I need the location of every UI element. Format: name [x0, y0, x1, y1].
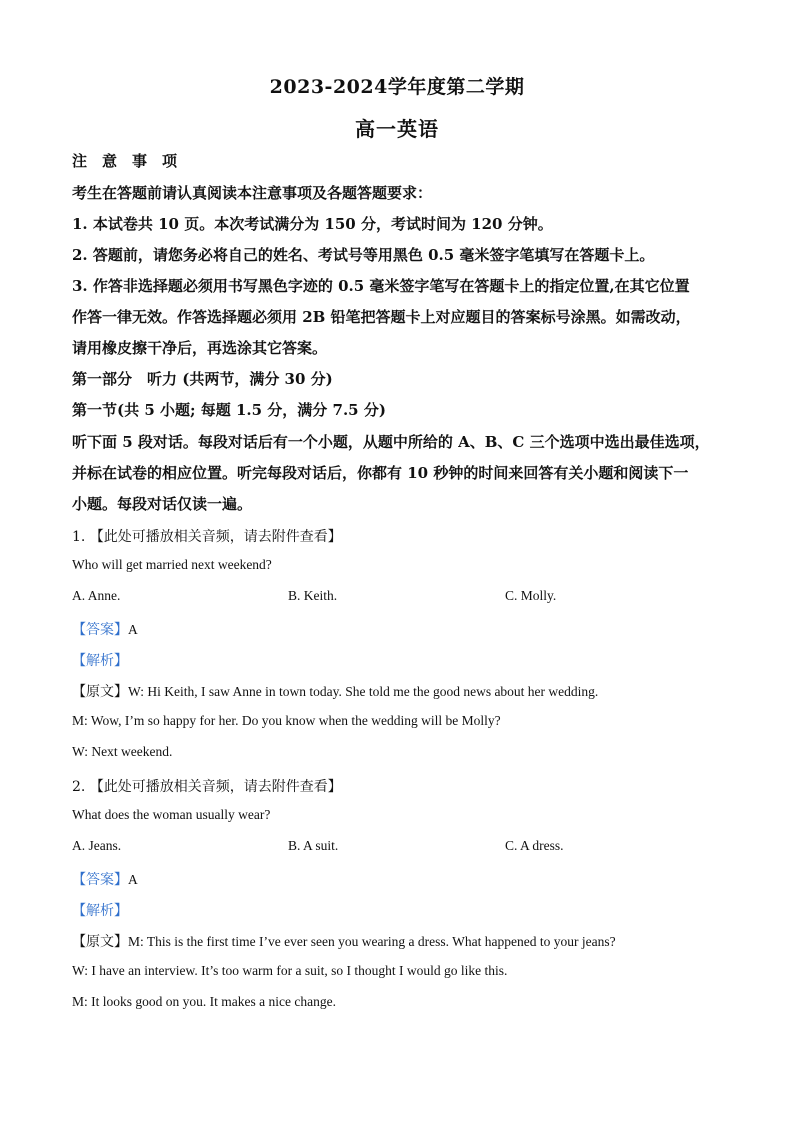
notice-heading: 注 意 事 项: [72, 152, 178, 170]
transcript-label: 【原文】: [72, 684, 128, 700]
question-1-text: Who will get married next weekend?: [72, 557, 272, 572]
question-2-answer: [72, 869, 138, 889]
question-1-analysis-label: 【解析】: [72, 653, 128, 669]
question-2-transcript-2: W: I have an interview. It’s too warm for a suit, so I thought I would go like this.: [72, 963, 508, 978]
answer-value: A: [128, 872, 138, 887]
question-1-answer: [72, 619, 138, 639]
transcript-line: M: This is the first time I’ve ever seen you wearing a dress. What happened to your jeans?: [128, 934, 616, 949]
question-2-option-a: A. Jeans.: [72, 838, 122, 853]
notice-item-1: 1. 本试卷共 10 页。本次考试满分为 150 分，考试时间为 120 分钟。: [72, 215, 553, 233]
question-1-transcript-3: W: Next weekend.: [72, 744, 173, 759]
question-1-prompt: 1. 【此处可播放相关音频，请去附件查看】: [72, 529, 342, 545]
question-2-transcript-1: [72, 931, 616, 951]
transcript-line: W: Hi Keith, I saw Anne in town today. She told me the good news about her wedding.: [128, 684, 599, 699]
notice-item-3-cont: 作答一律无效。作答选择题必须用 2B 铅笔把答题卡上对应题目的答案标号涂黑。如需改动，: [72, 308, 691, 326]
section-part-heading: 第一部分 听力 (共两节，满分 30 分): [72, 370, 333, 388]
question-2-prompt: 2. 【此处可播放相关音频，请去附件查看】: [72, 779, 342, 795]
question-2-transcript-3: M: It looks good on you. It makes a nice change.: [72, 994, 336, 1009]
question-2-text: What does the woman usually wear?: [72, 807, 271, 822]
question-1-option-b: B. Keith.: [288, 588, 338, 603]
notice-item-3: 3. 作答非选择题必须用书写黑色字迹的 0.5 毫米签字笔写在答题卡上的指定位置,在其它位置: [72, 277, 690, 295]
question-1-option-a: A. Anne.: [72, 588, 121, 603]
answer-label: 【答案】: [72, 622, 128, 638]
section-instructions-3: 小题。每段对话仅读一遍。: [72, 495, 253, 513]
section-instructions-2: 并标在试卷的相应位置。听完每段对话后，你都有 10 秒钟的时间来回答有关小题和阅读下一: [72, 464, 689, 482]
question-1-option-c: C. Molly.: [505, 588, 557, 603]
exam-subtitle: 高一英语: [355, 117, 439, 141]
section-sub-heading: 第一节(共 5 小题; 每题 1.5 分，满分 7.5 分): [72, 401, 386, 419]
section-instructions-1: 听下面 5 段对话。每段对话后有一个小题，从题中所给的 A、B、C 三个选项中选出最佳选项，: [72, 433, 710, 451]
question-2-analysis-label: 【解析】: [72, 903, 128, 919]
question-2-option-b: B. A suit.: [288, 838, 339, 853]
answer-label: 【答案】: [72, 872, 128, 888]
question-1-transcript-1: [72, 681, 598, 701]
notice-item-3-cont2: 请用橡皮擦干净后，再选涂其它答案。: [72, 339, 328, 357]
exam-title: 2023-2024学年度第二学期: [269, 76, 525, 98]
notice-intro: 考生在答题前请认真阅读本注意事项及各题答题要求：: [72, 184, 433, 202]
answer-value: A: [128, 622, 138, 637]
question-1-transcript-2: M: Wow, I’m so happy for her. Do you know when the wedding will be Molly?: [72, 713, 501, 728]
transcript-label: 【原文】: [72, 934, 128, 950]
notice-item-2: 2. 答题前，请您务必将自己的姓名、考试号等用黑色 0.5 毫米签字笔填写在答题卡上。: [72, 246, 655, 264]
question-2-option-c: C. A dress.: [505, 838, 564, 853]
